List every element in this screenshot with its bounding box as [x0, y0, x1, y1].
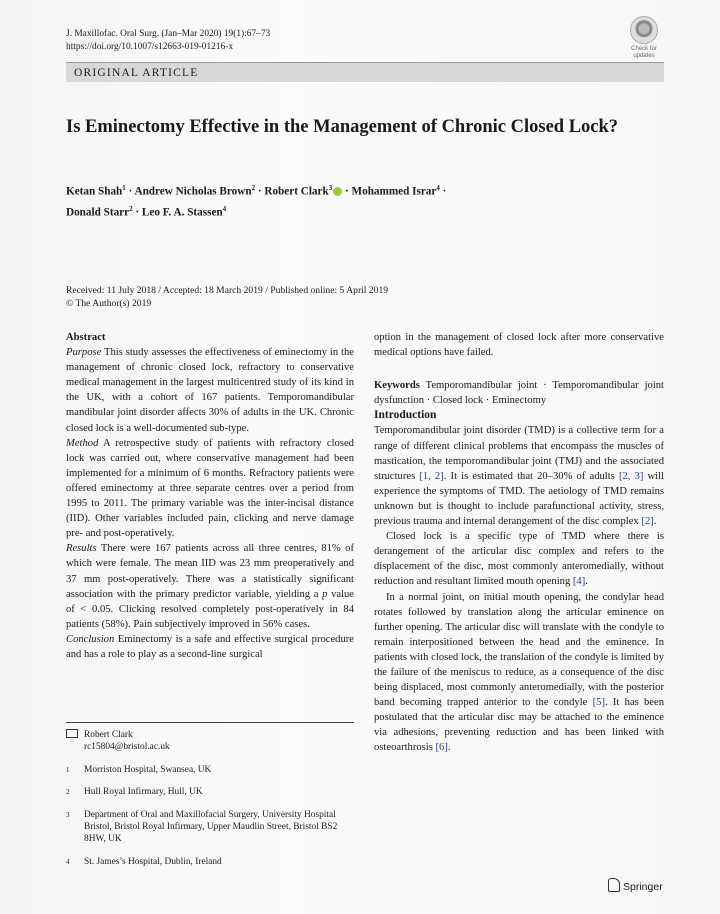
- contact-name: Robert Clark: [84, 730, 133, 740]
- correspondence-footnote: [66, 722, 354, 868]
- author-name[interactable]: Ketan Shah: [66, 185, 123, 198]
- abstract-purpose: [66, 345, 354, 436]
- crossmark-icon: [630, 16, 658, 44]
- author-aff-sup: 4: [436, 184, 440, 192]
- affiliation-text: St. James’s Hospital, Dublin, Ireland: [84, 856, 222, 867]
- contact-email[interactable]: rc15804@bristol.ac.uk: [84, 742, 170, 753]
- results-text-b: value of < 0.05. Clicking resolved completely post-operatively in 84 patients (58%). Pain subjectively improved in 56% cases.: [66, 588, 355, 630]
- history-dates: Received: 11 July 2018 / Accepted: 18 March 2019 / Published online: 5 April 2019: [66, 285, 389, 296]
- author-aff-sup: 4: [222, 204, 227, 213]
- author-name[interactable]: Mohammed Israr: [351, 185, 437, 198]
- purpose-text: This study assesses the effectiveness of eminectomy in the management of chronic closed lock, refractory to conservative medical management in the largest multicentred study of its kind in the UK, with a cohort of 167 patients. Temporomandibular mandibular joint disorder affects 30% of adults in the UK. Chronic closed lock is a well-documented sub-type.: [66, 347, 354, 434]
- conclusion-label: Conclusion: [66, 633, 115, 645]
- orcid-icon[interactable]: [333, 187, 342, 196]
- affiliation-item: [66, 764, 354, 776]
- affiliation-number: 4: [66, 857, 70, 866]
- intro-text: . It is estimated that 20–30% of adults: [443, 470, 615, 482]
- right-column: [374, 330, 664, 756]
- introduction-heading: Introduction: [374, 409, 437, 422]
- abstract-conclusion-continued: option in the management of closed lock after more conservative medical options have failed.: [374, 332, 664, 359]
- crossmark-label-2: updates: [633, 52, 655, 59]
- springer-horse-icon: [608, 878, 620, 892]
- method-label: Method: [66, 437, 99, 449]
- intro-text: Closed lock is a specific type of TMD where there is derangement of the articular disc complex and refers to the displacement of the disc, most commonly anteromedially, without reduction and resultant limited mouth opening: [374, 531, 664, 588]
- method-text: A retrospective study of patients with refractory closed lock was carried out, where conservative management had been implemented for a minimum of 6 months. Refractory patients were offered eminectomy at three separate centres over a period from 1995 to 2011. The primary variable was the inter-incisal distance (IID). Other variables included pain, clicking and nerve damage pre- and post-operatively.: [66, 437, 354, 540]
- article-title: Is Eminectomy Effective in the Management of Chronic Closed Lock?: [66, 117, 619, 137]
- affiliation-text: Department of Oral and Maxillofacial Surgery, University Hospital Bristol, Bristol Royal Infirmary, Upper Maudlin Street, Bristol BS2 8HW, UK: [84, 809, 338, 845]
- affiliation-number: 3: [66, 810, 70, 819]
- affiliation-text: Hull Royal Infirmary, Hull, UK: [84, 787, 203, 798]
- affiliation-text: Morriston Hospital, Swansea, UK: [84, 764, 212, 775]
- keywords-label: Keywords: [374, 380, 420, 392]
- intro-paragraph-2: Closed lock is a specific type of TMD where there is derangement of the articular disc complex and refers to the displacement of the disc, most commonly anteromedially, without reduction and resultant limited mouth opening [4].: [374, 531, 664, 588]
- abstract-conclusion: [66, 632, 354, 662]
- affiliation-number: 1: [66, 765, 70, 774]
- author-aff-sup: 1: [122, 184, 126, 192]
- copyright-line: © The Author(s) 2019: [66, 298, 152, 309]
- doi-link[interactable]: https://doi.org/10.1007/s12663-019-01216-x: [66, 42, 234, 52]
- crossmark-label-1: Check for: [631, 46, 657, 52]
- citation-link[interactable]: [4]: [572, 576, 586, 588]
- check-for-updates-badge[interactable]: [624, 16, 664, 59]
- citation-link[interactable]: [2, 3]: [618, 470, 644, 482]
- author-name[interactable]: Leo F. A. Stassen: [141, 206, 223, 219]
- journal-header: [66, 28, 270, 54]
- envelope-icon: [66, 729, 78, 738]
- publisher-logo: [608, 878, 663, 893]
- author-list: Ketan Shah$^1$ · Andrew Nicholas Brown$^2$ · Robert Clark$^3$ · Mohammed Israr$^4$ · Donald Starr$^2$ · Leo F. A. Stassen$^4$: [66, 184, 447, 219]
- conclusion-text: Eminectomy is a safe and effective surgical procedure and has a role to play as a second-line surgical: [66, 633, 354, 660]
- abstract-heading: Abstract: [66, 332, 106, 343]
- purpose-label: Purpose: [66, 347, 102, 359]
- author-aff-sup: 2: [251, 184, 256, 192]
- author-aff-sup: 2: [129, 204, 133, 213]
- author-name[interactable]: Andrew Nicholas Brown: [134, 185, 252, 198]
- affiliation-number: 2: [66, 788, 70, 797]
- intro-text: . It has been postulated that the articular disc may be attached to the eminence via adhesions, preventing reduction and has been linked with osteoarthrosis: [374, 697, 665, 754]
- author-name[interactable]: Robert Clark: [264, 185, 329, 198]
- article-type-banner: ORIGINAL ARTICLE: [66, 62, 664, 82]
- journal-citation: J. Maxillofac. Oral Surg. (Jan–Mar 2020) 19(1):67–73: [66, 29, 271, 39]
- intro-paragraph-1: Temporomandibular joint disorder (TMD) is a collective term for a range of different clinical problems that encompass the muscles of mastication, the temporomandibular joint (TMJ) and the associated structures [1, 2]. It is estimated that 20–30% of adults [2, 3] will experience the symptoms of TMD. The aetiology of TMD remains unknown but is thought to include parafunctional activity, stress, previous trauma and internal derangement of the disc complex [2].: [374, 425, 664, 528]
- intro-text: will experience the symptoms of TMD. The aetiology of TMD remains unknown but is thought to include parafunctional activity, stress, previous trauma and internal derangement of the disc complex: [374, 470, 664, 528]
- affiliation-item: [66, 809, 354, 846]
- citation-link[interactable]: [1, 2]: [419, 470, 444, 482]
- publisher-name: Springer: [623, 881, 663, 893]
- results-text-a: There were 167 patients across all three centres, 81% of which were female. The mean IID was 23 mm preoperatively and 37 mm post-operatively. There was a statistically significant association with the primary predictor variable, yielding a: [66, 543, 354, 600]
- affiliation-item: [66, 786, 354, 798]
- abstract-results: [66, 541, 354, 632]
- citation-link[interactable]: [2]: [641, 516, 654, 528]
- intro-text: In a normal joint, on initial mouth opening, the condylar head rotates followed by translation along the articular eminence on further opening. The articular disc will translate with the condyle to remain interpositioned between the head and the eminence. In patients with closed lock, the translation of the condyle is limited by the failure of the meniscus to reduce, as a consequence of the disc being displaced, most commonly anteromedially, with the posterior band becoming trapped anterior to the condyle: [374, 591, 664, 709]
- keywords: [374, 378, 664, 408]
- results-p: p: [322, 588, 328, 600]
- publication-dates: [66, 284, 388, 310]
- abstract-column: [66, 330, 354, 662]
- intro-paragraph-3: In a normal joint, on initial mouth opening, the condylar head rotates followed by translation along the articular eminence on further opening. The articular disc will translate with the condyle to remain interpositioned between the head and the eminence. In patients with closed lock, the translation of the condyle is limited by the failure of the meniscus to reduce, as a consequence of the disc being displaced, most commonly anteromedially, with the posterior band becoming trapped anterior to the condyle [5]. It has been postulated that the articular disc may be attached to the eminence via adhesions, preventing reduction and has been linked with osteoarthrosis [6].: [374, 591, 665, 754]
- affiliation-item: [66, 856, 354, 868]
- author-aff-sup: 3: [328, 184, 333, 192]
- keywords-text: Temporomandibular joint · Temporomandibular joint dysfunction · Closed lock · Eminectomy: [374, 380, 664, 407]
- author-name[interactable]: Donald Starr: [66, 206, 130, 219]
- intro-text: Temporomandibular joint disorder (TMD) is a collective term for a range of different clinical problems that encompass the muscles of mastication, the temporomandibular joint (TMJ) and the associated structures: [374, 425, 664, 482]
- results-label: Results: [66, 543, 97, 555]
- abstract-method: [66, 436, 354, 542]
- citation-link[interactable]: [6]: [435, 742, 448, 754]
- citation-link[interactable]: [5]: [592, 697, 605, 709]
